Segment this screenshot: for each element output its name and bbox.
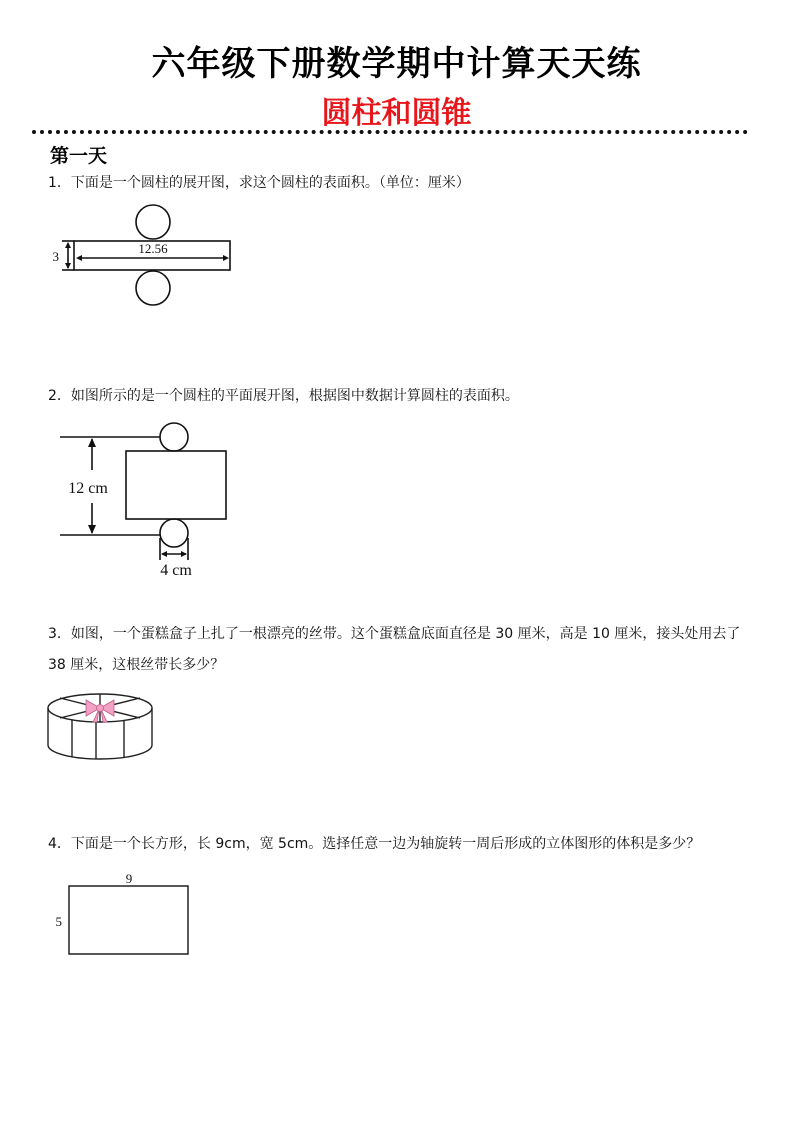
net-top-circle: [136, 205, 170, 239]
net-height-label: 3: [52, 249, 59, 264]
net2-rectangle: [126, 451, 226, 519]
net-bottom-circle: [136, 271, 170, 305]
net-length-label: 12.56: [138, 241, 168, 256]
question-1-text: 1．下面是一个圆柱的展开图，求这个圆柱的表面积。（单位：厘米）: [48, 175, 470, 191]
net2-diameter-label: 4 cm: [160, 562, 192, 579]
cake-box-top: [48, 694, 152, 722]
rectangle-shape: [69, 886, 188, 954]
question-2-text: 2．如图所示的是一个圆柱的平面展开图，根据图中数据计算圆柱的表面积。: [48, 388, 519, 404]
ribbon-bow: [86, 700, 114, 722]
page-subtitle: 圆柱和圆锥: [321, 96, 472, 131]
net2-top-circle: [160, 423, 188, 451]
question-3-text: 3．如图，一个蛋糕盒子上扎了一根漂亮的丝带。这个蛋糕盒底面直径是 30 厘米，高是 10 厘米，接头处用去了 38 厘米，这根丝带长多少？: [48, 626, 741, 673]
net2-bottom-circle: [160, 519, 188, 547]
net2-height-label: 12 cm: [68, 480, 108, 497]
day-heading: 第一天: [50, 145, 108, 167]
dotted-divider: [32, 130, 748, 134]
net-rectangle: [74, 241, 230, 270]
rectangle-length-label: 9: [125, 871, 133, 886]
rectangle-width-label: 5: [55, 914, 62, 929]
cake-box-bottom: [48, 745, 152, 759]
page-title: 六年级下册数学期中计算天天练: [151, 44, 642, 84]
question-4-text: 4．下面是一个长方形，长 9cm，宽 5cm。选择任意一边为轴旋转一周后形成的立体图形的体积是多少？: [48, 836, 701, 852]
